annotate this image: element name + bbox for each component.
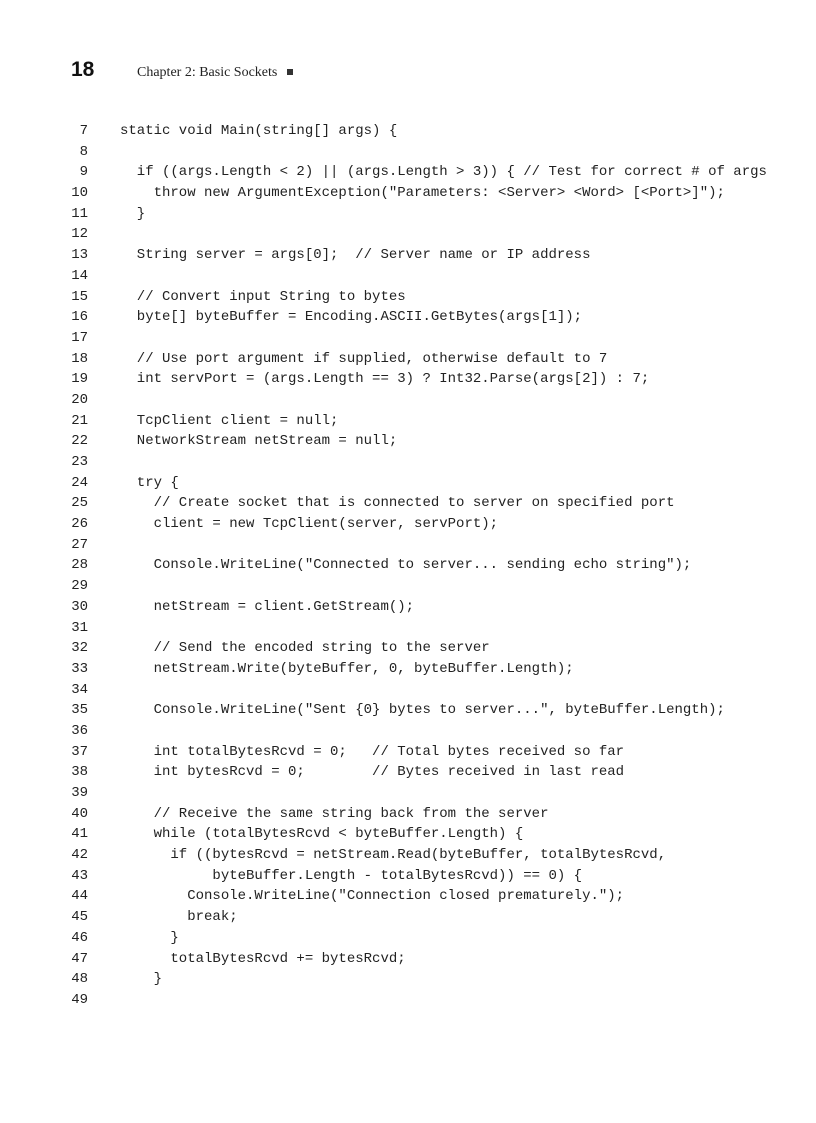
code-line	[0, 721, 816, 742]
code-text: byteBuffer.Length - totalBytesRcvd)) == 0) {	[120, 867, 583, 884]
code-line	[0, 990, 816, 1011]
code-listing	[0, 121, 816, 1011]
line-number: 39	[71, 785, 88, 801]
line-number: 7	[79, 123, 88, 139]
line-number: 37	[71, 743, 88, 760]
code-line	[0, 845, 816, 866]
code-text: Console.WriteLine("Sent {0} bytes to server...", byteBuffer.Length);	[120, 702, 725, 719]
code-line	[0, 969, 816, 990]
code-line	[0, 762, 816, 783]
line-number: 49	[71, 991, 88, 1008]
code-line	[0, 576, 816, 597]
code-line	[0, 431, 816, 452]
line-number: 22	[71, 433, 88, 450]
code-line	[0, 659, 816, 680]
line-number: 34	[71, 681, 88, 698]
code-text: int servPort = (args.Length == 3) ? Int32.Parse(args[2]) : 7;	[120, 371, 650, 388]
line-number: 33	[71, 660, 88, 677]
code-line	[0, 618, 816, 639]
code-text: }	[120, 205, 146, 222]
code-line	[0, 514, 816, 535]
code-line	[0, 287, 816, 308]
code-line	[0, 949, 816, 970]
code-line	[0, 204, 816, 225]
code-line	[0, 638, 816, 659]
code-line	[0, 142, 816, 163]
code-text: totalBytesRcvd += bytesRcvd;	[120, 950, 406, 967]
code-text: // Use port argument if supplied, otherwise default to 7	[120, 350, 608, 367]
code-line	[0, 866, 816, 887]
line-number: 8	[79, 143, 88, 160]
line-number: 40	[71, 805, 88, 822]
line-number: 35	[71, 702, 88, 719]
code-text: String server = args[0]; // Server name or IP address	[120, 247, 591, 264]
line-number: 46	[71, 929, 88, 946]
line-number: 21	[71, 412, 88, 429]
line-number: 47	[71, 950, 88, 967]
line-number: 19	[71, 371, 88, 388]
code-line	[0, 742, 816, 763]
code-line	[0, 349, 816, 370]
code-text: int totalBytesRcvd = 0; // Total bytes received so far	[120, 743, 625, 760]
code-text: }	[120, 971, 163, 988]
code-text: // Send the encoded string to the server	[120, 640, 490, 657]
line-number: 32	[71, 640, 88, 657]
line-number: 26	[71, 516, 88, 533]
code-line	[0, 886, 816, 907]
line-number: 30	[71, 598, 88, 615]
code-line	[0, 535, 816, 556]
line-number: 24	[71, 474, 88, 491]
line-number: 20	[71, 391, 88, 408]
line-number: 17	[71, 329, 88, 346]
code-line	[0, 452, 816, 473]
code-text: if ((args.Length < 2) || (args.Length > 3)) { // Test for correct # of args	[120, 164, 767, 181]
line-number: 43	[71, 867, 88, 884]
code-line	[0, 824, 816, 845]
code-line	[0, 162, 816, 183]
code-text: break;	[120, 909, 238, 926]
code-text: throw new ArgumentException("Parameters: <Server> <Word> [<Port>]");	[120, 185, 725, 202]
line-number: 29	[71, 578, 88, 595]
code-text: netStream = client.GetStream();	[120, 598, 415, 615]
line-number: 41	[71, 826, 88, 843]
code-line	[0, 266, 816, 287]
code-line	[0, 183, 816, 204]
code-text: client = new TcpClient(server, servPort);	[120, 516, 499, 533]
code-text: // Create socket that is connected to server on specified port	[120, 495, 675, 512]
code-line	[0, 597, 816, 618]
code-text: int bytesRcvd = 0; // Bytes received in last read	[120, 764, 625, 781]
line-number: 48	[71, 971, 88, 988]
code-text: try {	[120, 474, 179, 491]
code-line	[0, 224, 816, 245]
line-number: 45	[71, 909, 88, 926]
page-header	[71, 56, 771, 84]
code-line	[0, 928, 816, 949]
line-number: 9	[79, 164, 88, 181]
square-bullet-icon	[287, 69, 293, 75]
code-line	[0, 369, 816, 390]
page-number: 18	[71, 58, 95, 81]
code-text: static void Main(string[] args) {	[120, 123, 398, 139]
line-number: 15	[71, 288, 88, 305]
line-number: 14	[71, 267, 88, 284]
line-number: 23	[71, 454, 88, 470]
line-number: 13	[71, 247, 88, 264]
code-line	[0, 328, 816, 349]
code-text: Console.WriteLine("Connection closed prematurely.");	[120, 888, 625, 905]
chapter-title-text: Chapter 2: Basic Sockets	[137, 65, 278, 80]
code-line	[0, 411, 816, 432]
code-line	[0, 307, 816, 328]
line-number: 12	[71, 226, 88, 243]
line-number: 18	[71, 350, 88, 367]
line-number: 44	[71, 888, 88, 905]
code-line	[0, 804, 816, 825]
code-text: byte[] byteBuffer = Encoding.ASCII.GetBytes(args[1]);	[120, 309, 583, 326]
code-text: }	[120, 929, 179, 946]
code-text: if ((bytesRcvd = netStream.Read(byteBuffer, totalBytesRcvd,	[120, 847, 667, 864]
code-text: netStream.Write(byteBuffer, 0, byteBuffer.Length);	[120, 660, 574, 677]
line-number: 27	[71, 536, 88, 553]
code-line	[0, 493, 816, 514]
code-line	[0, 907, 816, 928]
code-text: Console.WriteLine("Connected to server... sending echo string");	[120, 557, 692, 574]
chapter-title	[137, 64, 293, 82]
code-line	[0, 555, 816, 576]
code-text: // Convert input String to bytes	[120, 288, 406, 305]
code-line	[0, 680, 816, 701]
line-number: 10	[71, 185, 88, 202]
code-text: TcpClient client = null;	[120, 412, 339, 429]
code-text: NetworkStream netStream = null;	[120, 433, 398, 450]
code-text: while (totalBytesRcvd < byteBuffer.Length) {	[120, 826, 524, 843]
code-line	[0, 390, 816, 411]
line-number: 38	[71, 764, 88, 781]
code-line	[0, 245, 816, 266]
code-line	[0, 783, 816, 804]
code-line	[0, 700, 816, 721]
code-line	[0, 121, 816, 142]
code-text: // Receive the same string back from the server	[120, 805, 549, 822]
line-number: 31	[71, 619, 88, 636]
code-line	[0, 473, 816, 494]
line-number: 36	[71, 722, 88, 739]
line-number: 11	[71, 205, 88, 222]
line-number: 28	[71, 557, 88, 574]
line-number: 16	[71, 309, 88, 326]
line-number: 42	[71, 847, 88, 864]
line-number: 25	[71, 495, 88, 512]
